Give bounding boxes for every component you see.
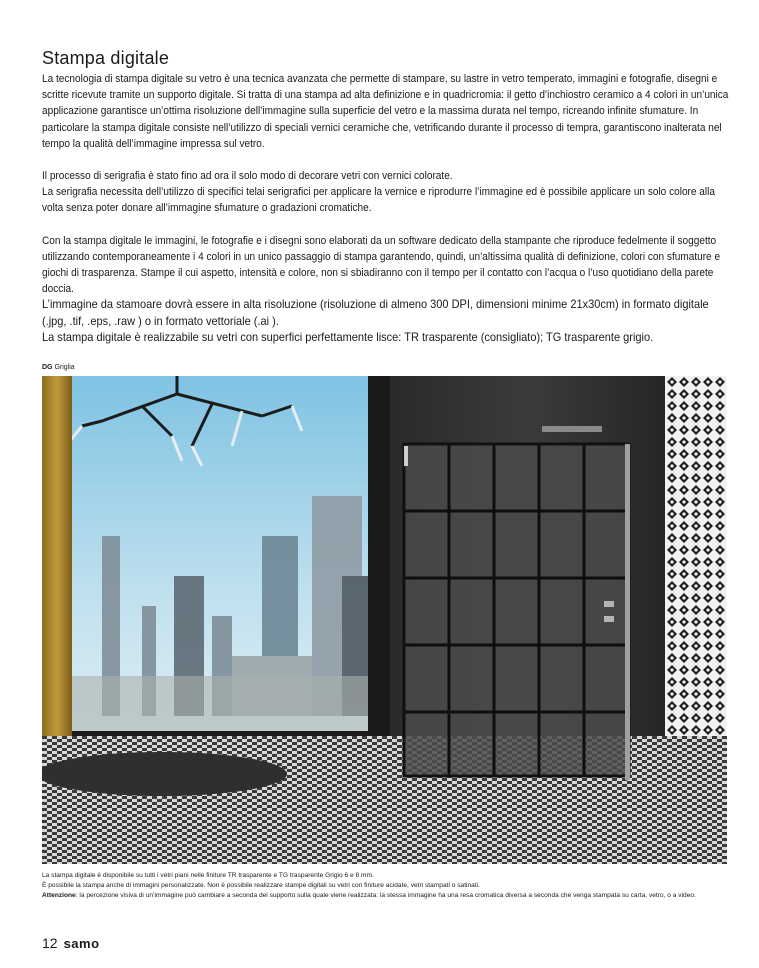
image-label-name: Griglia: [54, 364, 75, 371]
image-label: [42, 364, 75, 371]
caption-line-1: La stampa digitale è disponibile su tutti i vetri piani nelle finiture TR trasparente e TG trasparente Grigio 6 e 8 mm.: [42, 872, 374, 879]
paragraph-requirements: L’immagine da stamoare dovrà essere in alta risoluzione (risoluzione di almeno 300 DPI, dimensioni minime 21x30cm) in formato digitale (.jpg, .tif, .eps, .raw ) o in formato vettoriale (.ai ). La stampa digitale è realizzabile su vetri con superfici perfettamente lisce: TR trasparente (consigliato); TG trasparente grigio.: [42, 298, 709, 345]
page-title: Stampa digitale: [42, 48, 170, 68]
shower-scene-illustration: [42, 376, 727, 864]
caption-line-3: [42, 891, 732, 901]
paragraph-serigraphy: Il processo di serigrafia è stato fino ad ora il solo modo di decorare vetri con vernici colorate. La serigrafia necessita dell’utilizzo di specifici telai serigrafici per applicare la vernice e riprodurre l’immagine ed è possibile applicare un solo colore alla volta senza poter donare all’immagine sfumature o gradazioni cromatiche.: [42, 170, 715, 215]
product-photo: [42, 376, 727, 864]
brand-logo: samo: [63, 936, 100, 951]
caption-warning-label: Attenzione: [42, 892, 76, 899]
page-number: 12: [42, 935, 58, 951]
caption-warning-text: : la percezione visiva di un’immagine può cambiare a seconda del supporto sulla quale viene realizzata: la stessa immagine ha una resa cromatica diversa a seconda che venga stampata su carta, vetro, o a video.: [75, 892, 696, 899]
page-footer: [42, 935, 100, 951]
paragraph-intro: La tecnologia di stampa digitale su vetro è una tecnica avanzata che permette di stampare, su lastre in vetro temperato, immagini e fotografie, disegni e scritte ricevute tramite un supporto digitale. Si tratta di una stampa ad alta definizione e in quadricromia: il getto d’inchiostro ceramico a 4 colori in un’unica applicazione garantisce un’ottima risoluzione dell’immagine sulla superficie del vetro e la massima durata nel tempo, ricreando infinite sfumature. In particolare la stampa digitale consiste nell’utilizzo di speciali vernici ceramiche che, vetrificando durante il processo di tempra, garantiscono inalterata nel tempo la qualità dell’immagine impressa sul vetro.: [42, 73, 729, 150]
body-text: [42, 71, 730, 363]
caption-line-2: È possibile la stampa anche di immagini personalizzate. Non è possibile realizzare stampe digitali su vetri con finiture acidate, vetri stampati o satinati.: [42, 882, 480, 889]
paragraph-digital-process: Con la stampa digitale le immagini, le fotografie e i disegni sono elaborati da un software dedicato della stampante che riproduce fedelmente il soggetto utilizzando contemporaneamente i 4 colori in un unico passaggio di stampa garantendo, quindi, un’altissima qualità di definizione, colori con sfumature e giochi di trasparenza. Stampe il cui aspetto, intensità e colore, non si sbiadiranno con il tempo per il contatto con l’acqua o l’uso quotidiano della parete doccia.: [42, 234, 721, 296]
image-caption: [42, 871, 732, 901]
image-label-code: DG: [42, 364, 53, 371]
